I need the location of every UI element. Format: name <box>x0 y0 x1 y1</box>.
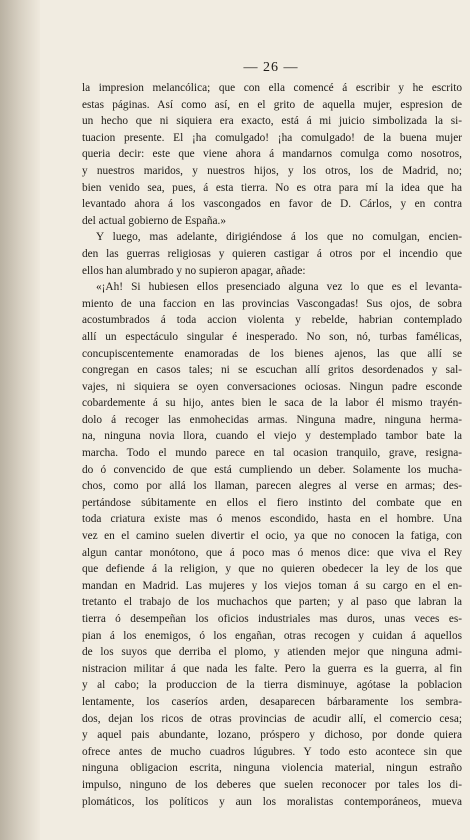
text-line: y al cabo; la produccion de la tierra disminuye, agótase la poblacion <box>82 679 462 692</box>
text-line: chos, como por allá los llaman, parecen alegres al verse en armas; des- <box>82 480 462 493</box>
text-line: un hecho que ni siquiera era exacto, está á mi juicio simbolizada la si- <box>82 115 462 128</box>
text-line: impulso, ninguno de los deberes que suelen reconocer por tales los di- <box>82 778 462 791</box>
text-line: pertándose súbitamente en ellos el fiero instinto del combate que en <box>82 496 462 509</box>
text-line: ofrece antes de mucho cuadros lúgubres. Y todo esto acontece sin que <box>82 745 462 758</box>
text-line: «¡Ah! Si hubiesen ellos presenciado alguna vez lo que es el levanta- <box>96 281 462 294</box>
text-line: bien venido sea, pues, á esta tierra. No es otra para mí la idea que ha <box>82 181 462 194</box>
page-number: — 26 — <box>243 60 299 75</box>
text-line: congregan en casos tales; ni se escuchan allí gritos desordenados y sal- <box>82 364 462 377</box>
text-line: na, ninguna novia llora, cuando el viejo y destemplado tambor bate la <box>82 430 462 443</box>
text-line: ellos han alumbrado y no supieron apagar, añade: <box>82 264 306 277</box>
body-text <box>82 80 462 810</box>
text-line: toda criatura existe mas ó menos escondido, hasta en el hombre. Una <box>82 513 462 526</box>
text-line: den las guerras religiosas y quieren castigar á otros por el incendio que <box>82 247 462 260</box>
text-line: estas páginas. Así como así, en el grito de aquella mujer, espresion de <box>82 98 462 111</box>
text-line: marcha. Todo el mundo parece en tal ocasion tranquilo, grave, resigna- <box>82 447 462 460</box>
text-line: cobardemente á su hijo, antes bien le saca de la labor él mismo trayén- <box>82 397 462 410</box>
text-line: vajes, ni siquiera se oyen conversaciones ociosas. Ningun padre esconde <box>82 380 462 393</box>
text-line: miento de una faccion en las provincias Vascongadas! Sus ojos, de sobra <box>82 297 462 310</box>
text-line: dolo á recoger las enmohecidas armas. Ninguna madre, ninguna herma- <box>82 413 462 426</box>
text-line: tierra ó desempeñan los oficios industriales mas duros, unas veces es- <box>82 613 462 625</box>
text-line: vez en el camino suelen divertir el ocio, ya que no conocen la fatiga, con <box>82 530 462 543</box>
text-line: lentamente, los caseríos arden, desaparecen bárbaramente los sembra- <box>82 695 462 708</box>
text-line: allí un espectáculo singular é inesperado. No son, nó, turbas famélicas, <box>82 330 462 343</box>
text-line: queria decir: este que viene ahora á mandarnos comulga como nosotros, <box>82 148 462 161</box>
text-line: del actual gobierno de España.» <box>82 214 226 227</box>
text-line: y aquel pais abundante, lozano, próspero y dichoso, por donde quiera <box>82 729 462 742</box>
text-line: mandan en Madrid. Las mujeres y los viejos toman á su cargo en el en- <box>82 579 462 592</box>
text-line: que defiende á la religion, y que no quieren obedecer la ley de los que <box>82 563 462 576</box>
text-line: Y luego, mas adelante, dirigiéndose á los que no comulgan, encien- <box>96 231 462 244</box>
text-line: tuacion presente. El ¡ha comulgado! ¡ha comulgado! de la buena mujer <box>82 131 462 144</box>
text-line: acostumbrados á toda accion violenta y rebelde, habrian contemplado <box>82 314 462 327</box>
text-line: algun cantar monótono, que á poco mas ó menos dice: que viva el Rey <box>82 546 462 559</box>
text-line: dos, dejan los ricos de otras provincias de acudir allí, el comercio cesa; <box>82 712 462 725</box>
text-line: concupiscentemente enamoradas de los bienes ajenos, las que allí se <box>82 347 462 360</box>
text-line: do ó convencido de que está cumpliendo un deber. Solamente los mucha- <box>82 463 462 476</box>
text-line: nistracion militar á que nada les falte. Pero la guerra es la guerra, al fin <box>82 662 462 675</box>
text-line: ninguna obligacion escrita, ninguna violencia material, ningun estraño <box>82 762 462 775</box>
text-line: pian á los enemigos, ó los engañan, otras recogen y cuidan á aquellos <box>82 629 462 642</box>
text-line: tretanto el trabajo de los muchachos que parten; y al paso que labran la <box>82 596 462 609</box>
text-line: levantado ahora á los vascongados en favor de D. Cárlos, y en contra <box>82 198 462 211</box>
text-line: plomáticos, los políticos y aun los moralistas contemporáneos, mueva <box>82 795 462 808</box>
text-line: y nuestros maridos, y nuestros hijos, y los otros, los de Madrid, no; <box>82 164 462 177</box>
text-line: de los suyos que derriba el plomo, y atienden mejor que ninguna admi- <box>82 646 462 659</box>
text-line: la impresion melancólica; que con ella comencé á escribir y he escrito <box>82 82 462 94</box>
